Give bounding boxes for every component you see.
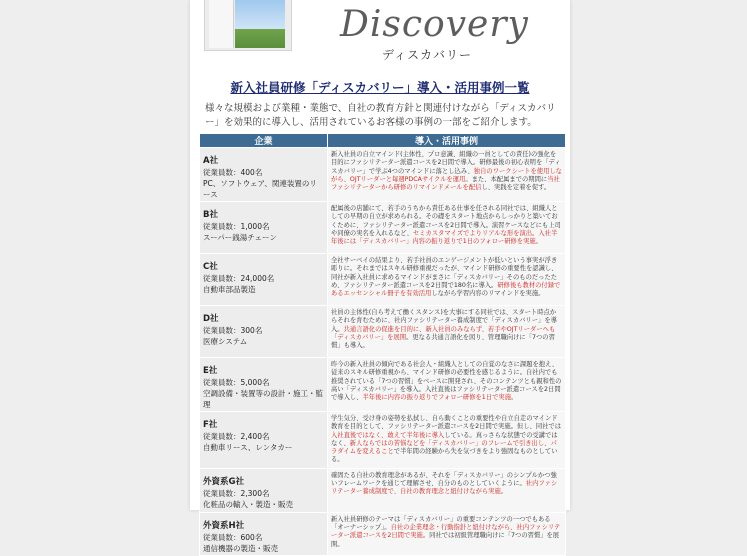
industry: 医療システム (203, 337, 248, 346)
description-text: 社員の主体性(自ら考えて働くスタンス)を大事にする同社では、スタート時点からそれを育むために、社内ファシリテーター養成制度で「ディスカバリー」を導入。 (331, 309, 557, 333)
table-row (200, 254, 566, 306)
company-name: B社 (203, 210, 218, 220)
employee-count: 従業員数：2,300名 (203, 488, 270, 498)
table-row (200, 148, 566, 202)
industry: 自動車部品製造 (203, 285, 256, 294)
case-description-cell (328, 412, 566, 469)
case-description-cell (328, 254, 566, 306)
case-description-cell (328, 512, 566, 555)
description-text: している。真っさらな状態での受講ではなく、 (331, 431, 558, 447)
company-cell (200, 306, 328, 358)
case-description-cell (328, 306, 566, 358)
highlighted-text: 当社ファシリテーターから研修のリマインドメールを配信 (331, 175, 560, 192)
company-cell (200, 358, 328, 412)
description-text: 同社では初級管理職向けに「7つの習慣」を展開。 (331, 532, 560, 548)
case-description-cell (328, 358, 566, 412)
company-name: E社 (203, 366, 218, 376)
employee-count: 従業員数：24,000名 (203, 274, 275, 283)
table-row (200, 468, 566, 512)
company-name: A社 (203, 156, 219, 166)
table-row (200, 412, 566, 469)
company-name: 外資系G社 (203, 476, 244, 487)
case-description-cell (328, 202, 566, 254)
employee-count: 従業員数：2,400名 (203, 432, 270, 441)
discovery-logo: Discovery (340, 4, 529, 45)
description-text: 新入社員の自立マインド(主体性、プロ意識、組織の一員としての責任)の強化を目的にファシリテーター派遣コースを2日間で導入。研修最後の初心表明を「ディスカバリー」で学ぶ4つのマインドに落とし込み、 (331, 151, 561, 175)
industry: 自動車リース、レンタカー (203, 443, 293, 452)
industry: 空調設備・装置等の設計・施工・監理 (203, 389, 323, 409)
description-text: し、実践を定着を促す。 (481, 184, 551, 192)
employee-count: 従業員数：600名 (203, 532, 263, 542)
door-illustration (204, 0, 292, 51)
discovery-logo-kana: ディスカバリー (382, 48, 473, 62)
company-name: C社 (203, 262, 218, 272)
highlighted-text: セミカスタマイズでよりリアルな形を演出。入社半年後には「ディスカバリー」内容の振り返りで1日のフォロー研修を実施。 (331, 229, 558, 246)
description-text: 全社サーベイの結果より、若手社員のエンゲージメントが低いという事実が浮き彫りに。それまではスキル研修重視だったが、マインド研修の重要性を認識し、同社が新入社員に求めるマインドがまさに「ディスカバリー」そのものだったため、ファシリテーター派遣コースを2日間で180名に導入。 (331, 257, 558, 289)
description-text: 確固たる自社の教育理念があるが、それを「ディスカバリー」のシンプルかつ強いフレームワークを通じて理解させ、自分のものとしていくように。 (331, 471, 557, 488)
case-description-cell (328, 468, 566, 512)
column-header-company: 企業 (200, 134, 328, 148)
employee-count: 従業員数：1,000名 (203, 222, 270, 231)
company-cell (200, 202, 328, 254)
highlighted-text: 新人ならではの苦悩などを「ディスカバリー」のフレームで引き出し、パラダイムを変えること (331, 439, 557, 456)
description-text: 昨今の新入社員の傾向である社会人・組織人としての自覚のなさに課題を抱え、従来のスキル研修重視から、マインド研修の必要性を感じるように。自社内でも推奨されている「7つの習慣」をベースに開発され、そのコンテンツとも親和性の高い「ディスカバリー」を導入。入社直後はファシリテーター派遣コースを2日間で導入し、 (331, 361, 562, 402)
industry: PC、ソフトウェア、関連装置のリース (203, 179, 317, 199)
door-opening-sky-image (235, 0, 285, 48)
company-cell (200, 512, 328, 555)
industry: 通信機器の製造・販売 (203, 543, 278, 553)
column-header-case: 導入・活用事例 (328, 134, 566, 148)
description-text: 新入社員研修のテーマは「ディスカバリー」の重要コンテンツの一つでもある「オーナーシップ」。 (331, 515, 551, 532)
door-leaf-image (209, 0, 234, 48)
company-cell (200, 254, 328, 306)
table-row (200, 512, 566, 555)
table-row (200, 202, 566, 254)
table-row (200, 358, 566, 412)
highlighted-text: 共通言語化の促進を目的に、新入社員のみならず、若手やOJTリーダーへも「ディスカバリー」を展開 (331, 325, 556, 341)
industry: 化粧品の輸入・製造・販売 (203, 499, 293, 509)
highlighted-text: 社内ファシリテーター養成制度で、自社の教育理念と紐付けながら実施。 (331, 480, 558, 496)
highlighted-text: 自社の企業理念・行動指針と紐付けながら、社内ファシリテーター派遣コースを2日間で実施。 (331, 524, 561, 540)
description-text: 。また、本配属までの期間に (465, 175, 548, 183)
case-description-cell (328, 148, 566, 202)
employee-count: 従業員数：300名 (203, 326, 263, 335)
company-name: F社 (203, 420, 218, 430)
company-name: 外資系H社 (203, 520, 245, 531)
intro-paragraph: 様々な規模および業種・業態で、自社の教育方針と関連付けながら「ディスカバリー」を効果的に導入し、活用されているお客様の事例の一部をご紹介します。 (205, 103, 556, 128)
employee-count: 従業員数：5,000名 (203, 378, 270, 387)
description-text: 学生気分、受け身の姿勢を払拭し、自ら動くことの重要性や自立自走のマインド教育を目的として、ファシリテーター派遣コースを2日間で実施。但し、同社では (331, 415, 562, 431)
table-row (200, 306, 566, 358)
highlighted-text: 研修後も教材の付録であるエッセンシャル冊子を有効活用 (331, 281, 561, 298)
company-cell (200, 468, 328, 512)
case-study-table (199, 133, 566, 556)
industry: スーパー銭湯チェーン (203, 233, 277, 242)
table-header-row (200, 134, 566, 148)
company-cell (200, 148, 328, 202)
description-text: しながら学習内容のリマインドを実施。 (431, 290, 545, 298)
highlighted-text: 半年後に内容の振り返りでフォロー研修を1日で実施。 (362, 394, 518, 402)
description-text: で半年間の経験から失を気づきをより強固なものとしている。 (331, 448, 558, 464)
description-text: 配属後の店舗にて、若手のうちから責任ある仕事を任される同社では、組織人としての早期の自立が求められる。その礎をスタート地点からしっかりと築いておくために、ファシリテーター派遣コースを2日間で導入。演習ケースなどにも上司や同僚の実名を入れるなど、 (331, 205, 561, 237)
highlighted-text: 独自のワークシートを使用しながら、OJTリーダーと毎週PDCAサイクルを運用 (331, 167, 562, 183)
page-title: 新入社員研修「ディスカバリー」導入・活用事例一覧 (230, 80, 530, 95)
employee-count: 従業員数：400名 (203, 168, 263, 177)
description-text: 。更なる共通言語化を図り、管理職向けに「7つの習慣」も導入。 (331, 333, 555, 350)
company-name: D社 (203, 314, 219, 324)
highlighted-text: 入社直後ではなく、敢えて半年後に導入 (331, 431, 445, 439)
company-cell (200, 412, 328, 469)
